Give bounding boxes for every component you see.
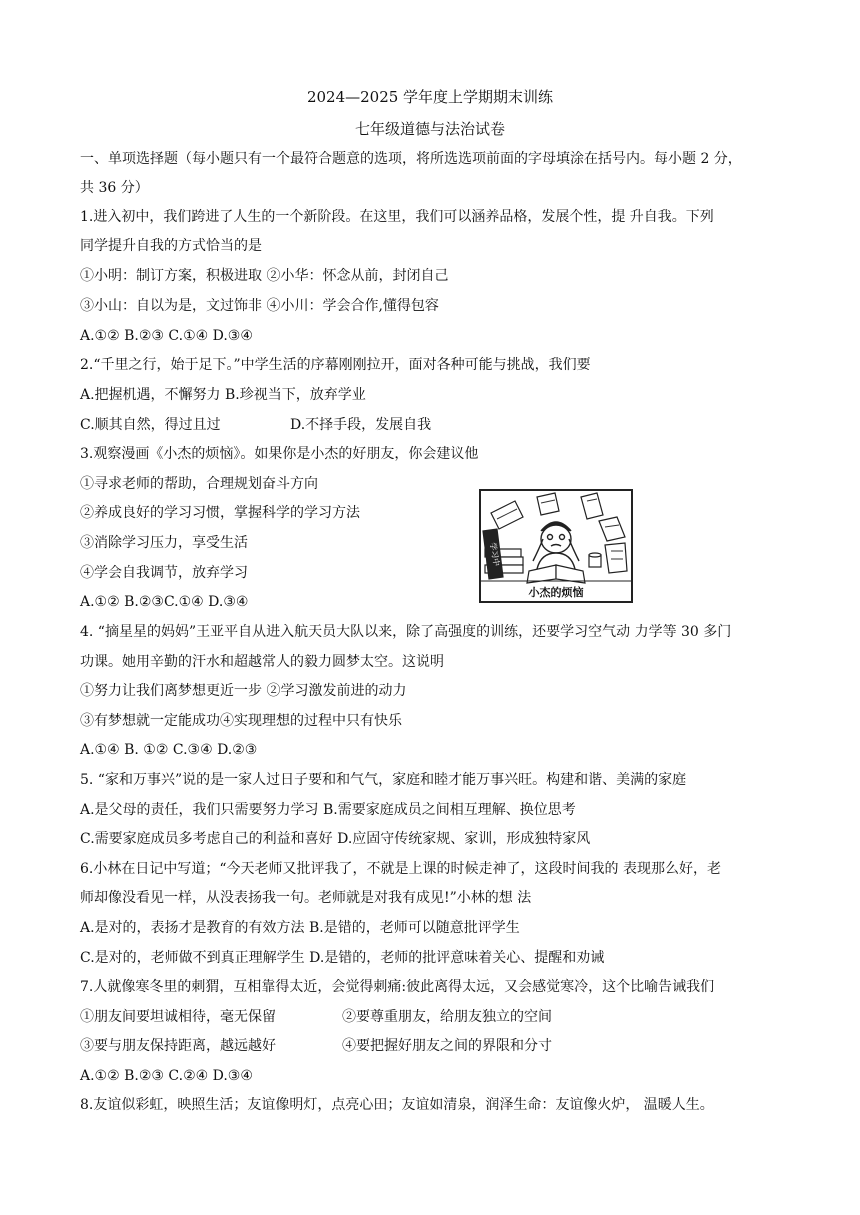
cup [589, 553, 601, 567]
q4-stem: 4. “摘星星的妈妈”王亚平自从进入航天员大队以来，除了高强度的训练，还要学习空气动 力学等 30 多门 [80, 624, 732, 640]
paper-top-center [537, 493, 559, 515]
q6-options-cd: C.是对的，老师做不到真正理解学生 D.是错的，老师的批评意味着关心、提醒和劝诫 [80, 950, 605, 966]
q5-stem: 5. “家和万事兴”说的是一家人过日子要和和气气，家庭和睦才能万事兴旺。构建和谐、美满的家庭 [80, 772, 687, 788]
paper-right [599, 517, 625, 541]
open-book [527, 565, 585, 583]
q2-options-ab: A.把握机遇，不懈努力 B.珍视当下，放弃学业 [80, 387, 366, 403]
q7-stem: 7.人就像寒冬里的刺猬，互相靠得太近，会觉得刺痛:彼此离得太远，又会感觉寒冷，这个比喻告诫我们 [80, 979, 715, 995]
cartoon-xiaojie-worries [479, 489, 633, 603]
q7-option-4: ④要把握好朋友之间的界限和分寸 [342, 1038, 552, 1054]
exam-subtitle: 七年级道德与法治试卷 [354, 120, 505, 138]
paper-left-top [491, 501, 523, 529]
q3-option-2: ②养成良好的学习习惯，掌握科学的学习方法 [80, 505, 360, 521]
cartoon-caption: 小杰的烦恼 [528, 586, 584, 599]
q6-options-ab: A.是对的，表扬才是教育的有效方法 B.是错的，老师可以随意批评学生 [80, 920, 520, 936]
q8-stem: 8.友谊似彩虹，映照生活；友谊像明灯，点亮心田；友谊如清泉，润泽生命：友谊像火炉， 温暖人生。 [80, 1097, 714, 1113]
paper-top-right [581, 493, 603, 519]
boy-figure [533, 522, 579, 569]
q6-stem-cont: 师却像没看见一样，从没表扬我一句。老师就是对我有成见!”小林的想 法 [80, 890, 532, 906]
q5-options-ab: A.是父母的责任，我们只需要努力学习 B.需要家庭成员之间相互理解、换位思考 [80, 802, 576, 818]
q3-answer-choices: A.①② B.②③C.①④ D.③④ [80, 594, 249, 610]
q3-option-1: ①寻求老师的帮助，合理规划奋斗方向 [80, 476, 318, 492]
q4-stem-cont: 功课。她用辛勤的汗水和超越常人的毅力圆梦太空。这说明 [80, 654, 444, 670]
q1-stem-cont: 同学提升自我的方式恰当的是 [80, 238, 262, 254]
q3-option-3: ③消除学习压力，享受生活 [80, 535, 248, 551]
q4-options-row1: ①努力让我们离梦想更近一步 ②学习激发前进的动力 [80, 683, 407, 699]
exam-title: 2024—2025 学年度上学期期末训练 [306, 88, 554, 106]
q4-answer-choices: A.①④ B. ①② C.③④ D.②③ [80, 742, 258, 758]
q2-option-c: C.顺其自然，得过且过 [80, 417, 221, 433]
section-instructions: 一、单项选择题（每小题只有一个最符合题意的选项，将所选选项前面的字母填涂在括号内。每小题 2 分， [80, 151, 742, 167]
q6-stem: 6.小林在日记中写道；“今天老师又批评我了，不就是上课的时候走神了，这段时间我的 表现那么好，老 [80, 861, 721, 877]
book-stack [483, 529, 523, 579]
paper-right-low [605, 543, 627, 573]
q3-stem: 3.观察漫画《小杰的烦恼》。如果你是小杰的好朋友，你会建议他 [80, 446, 479, 462]
q7-option-2: ②要尊重朋友，给朋友独立的空间 [342, 1009, 552, 1025]
q4-options-row2: ③有梦想就一定能成功④实现理想的过程中只有快乐 [80, 713, 402, 729]
section-instructions-cont: 共 36 分） [80, 180, 149, 196]
book-label: 学习中 [488, 541, 502, 567]
q1-stem: 1.进入初中，我们跨进了人生的一个新阶段。在这里，我们可以涵养品格，发展个性，提 升自我。下列 [80, 209, 714, 225]
q2-stem: 2.“千里之行，始于足下。”中学生活的序幕刚刚拉开，面对各种可能与挑战，我们要 [80, 357, 591, 373]
q3-option-4: ④学会自我调节，放弃学习 [80, 565, 248, 581]
q5-options-cd: C.需要家庭成员多考虑自己的利益和喜好 D.应固守传统家规、家训，形成独特家风 [80, 831, 591, 847]
q1-options-row1: ①小明：制订方案，积极进取 ②小华：怀念从前，封闭自己 [80, 268, 449, 284]
q7-option-3: ③要与朋友保持距离，越远越好 [80, 1038, 276, 1054]
q1-answer-choices: A.①② B.②③ C.①④ D.③④ [80, 328, 253, 344]
q2-option-d: D.不择手段，发展自我 [290, 417, 432, 433]
q7-answer-choices: A.①② B.②③ C.②④ D.③④ [80, 1068, 253, 1084]
q1-options-row2: ③小山：自以为是，文过饰非 ④小川：学会合作,懂得包容 [80, 298, 439, 314]
q7-option-1: ①朋友间要坦诚相待，毫无保留 [80, 1009, 276, 1025]
